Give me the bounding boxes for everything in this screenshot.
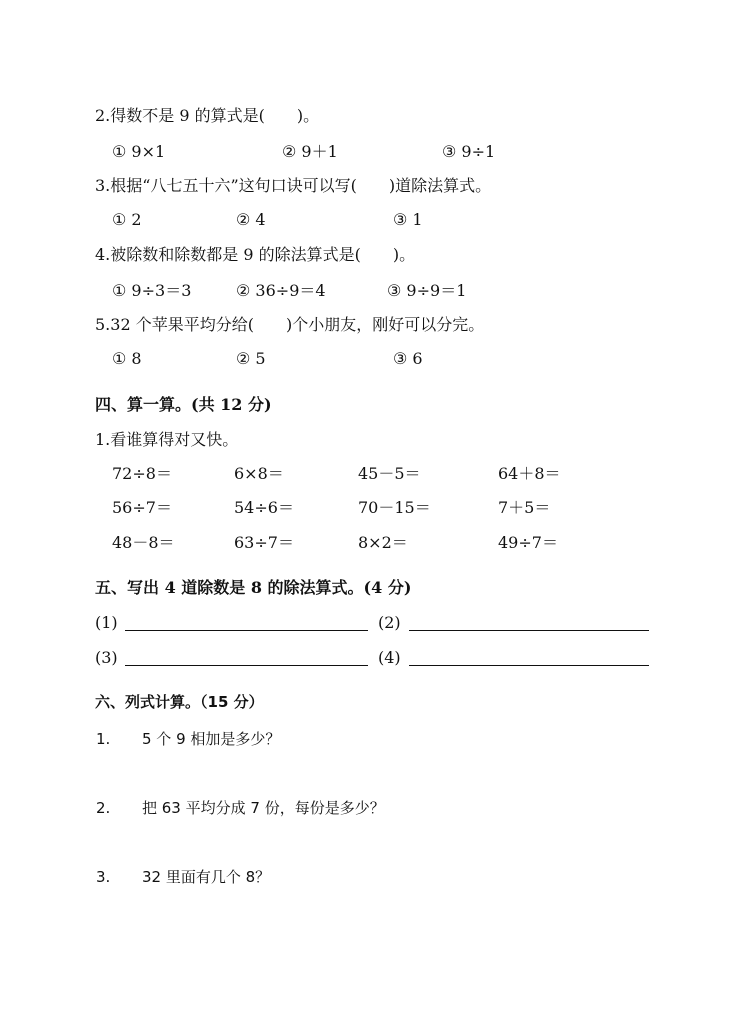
q3-option-2: ② 4 bbox=[236, 210, 266, 229]
answer-label-4: (4) bbox=[378, 648, 401, 667]
answer-line-4[interactable] bbox=[409, 665, 649, 666]
calc-expression: 70－15＝ bbox=[358, 498, 431, 517]
section-4-subheading: 1.看谁算得对又快。 bbox=[95, 430, 239, 449]
question-4: 4.被除数和除数都是 9 的除法算式是( )。 bbox=[95, 245, 416, 264]
calc-expression: 54÷6＝ bbox=[234, 498, 294, 517]
word-problem-3: 32 里面有几个 8？ bbox=[142, 868, 271, 886]
answer-line-1[interactable] bbox=[125, 630, 368, 631]
word-problem-number-2: 2. bbox=[96, 799, 111, 817]
word-problem-1: 5 个 9 相加是多少？ bbox=[142, 730, 281, 748]
question-3: 3.根据“八七五十六”这句口诀可以写( )道除法算式。 bbox=[95, 176, 492, 195]
section-6-heading: 六、列式计算。（15 分） bbox=[95, 693, 264, 711]
calc-expression: 63÷7＝ bbox=[234, 533, 294, 552]
answer-label-2: (2) bbox=[378, 613, 401, 632]
q5-option-2: ② 5 bbox=[236, 349, 266, 368]
calc-expression: 6×8＝ bbox=[234, 464, 284, 483]
q2-option-1: ① 9×1 bbox=[112, 142, 166, 161]
word-problem-number-1: 1. bbox=[96, 730, 111, 748]
q4-option-1: ① 9÷3＝3 bbox=[112, 281, 192, 300]
word-problem-number-3: 3. bbox=[96, 868, 111, 886]
section-4-heading: 四、算一算。(共 12 分) bbox=[95, 395, 272, 414]
q5-option-3: ③ 6 bbox=[393, 349, 423, 368]
q4-option-3: ③ 9÷9＝1 bbox=[387, 281, 467, 300]
calc-expression: 7＋5＝ bbox=[498, 498, 551, 517]
q5-option-1: ① 8 bbox=[112, 349, 142, 368]
calc-expression: 56÷7＝ bbox=[112, 498, 172, 517]
answer-line-2[interactable] bbox=[409, 630, 649, 631]
answer-label-3: (3) bbox=[95, 648, 118, 667]
calc-expression: 48－8＝ bbox=[112, 533, 175, 552]
calc-expression: 8×2＝ bbox=[358, 533, 408, 552]
answer-line-3[interactable] bbox=[125, 665, 368, 666]
word-problem-2: 把 63 平均分成 7 份，每份是多少？ bbox=[142, 799, 385, 817]
q4-option-2: ② 36÷9＝4 bbox=[236, 281, 326, 300]
q2-option-2: ② 9＋1 bbox=[282, 142, 338, 161]
question-2: 2.得数不是 9 的算式是( )。 bbox=[95, 106, 320, 125]
section-5-heading: 五、写出 4 道除数是 8 的除法算式。(4 分) bbox=[95, 578, 412, 597]
calc-expression: 64＋8＝ bbox=[498, 464, 561, 483]
calc-expression: 49÷7＝ bbox=[498, 533, 558, 552]
q3-option-3: ③ 1 bbox=[393, 210, 423, 229]
question-5: 5.32 个苹果平均分给( )个小朋友，刚好可以分完。 bbox=[95, 315, 485, 334]
q3-option-1: ① 2 bbox=[112, 210, 142, 229]
q2-option-3: ③ 9÷1 bbox=[442, 142, 496, 161]
calc-expression: 72÷8＝ bbox=[112, 464, 172, 483]
answer-label-1: (1) bbox=[95, 613, 118, 632]
calc-expression: 45－5＝ bbox=[358, 464, 421, 483]
